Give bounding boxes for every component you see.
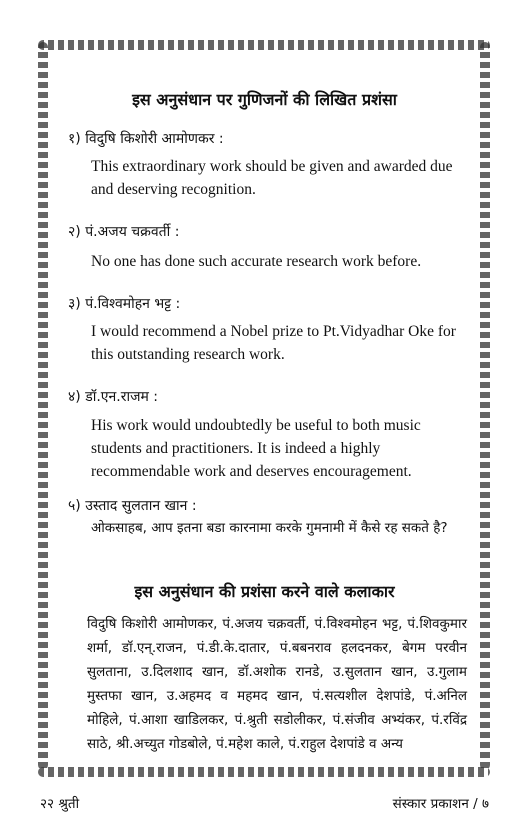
testimonial-4-head: [68, 387, 158, 406]
testimonial-3-name: पं.विश्वमोहन भट्ट :: [85, 296, 181, 312]
testimonial-2-head: [68, 222, 179, 241]
testimonial-3-text: I would recommend a Nobel prize to Pt.Vidyadhar Oke for this outstanding research work.: [91, 323, 456, 363]
footer-left: २२ श्रुती: [40, 796, 80, 812]
testimonial-2-name: पं.अजय चक्रवर्ती :: [85, 224, 180, 240]
heading-testimonials: इस अनुसंधान पर गुणिजनों की लिखित प्रशंसा: [132, 90, 397, 109]
testimonial-2-text: No one has done such accurate research work before.: [91, 253, 422, 270]
testimonial-5-number: ५): [68, 498, 81, 514]
testimonial-4-name: डॉ.एन.राजम :: [85, 389, 159, 405]
testimonial-5-name: उस्ताद सुलतान खान :: [85, 498, 197, 514]
testimonial-4-text: His work would undoubtedly be useful to both music students and practitioners. It is indeed a highly recommendable work and deserves encouragement.: [91, 417, 421, 480]
artists-list: विदुषि किशोरी आमोणकर, पं.अजय चक्रवर्ती, पं.विश्वमोहन भट्ट, पं.शिवकुमार शर्मा, डॉ.एन्.राजन, पं.डी.के.दातार, पं.बबनराव हलदनकर, बेगम परवीन सुलताना, उ.दिलशाद खान, डॉ.अशोक रानडे, उ.सुलतान खान, उ.गुलाम मुस्तफा खान, उ.अहमद व महमद खान, पं.सत्यशील देशपांडे, पं.अनिल मोहिले, पं.आशा खाडिलकर, पं.श्रुती सडोलीकर, पं.संजीव अभ्यंकर, पं.रविंद्र साठे, श्री.अच्युत गोडबोले, पं.महेश काले, पं.राहुल देशपांडे व अन्य: [87, 616, 467, 752]
testimonial-5-text: ओकसाहब, आप इतना बडा कारनामा करके गुमनामी में कैसे रह सकते है?: [91, 520, 448, 536]
testimonial-1-number: १): [68, 131, 81, 147]
heading-artists: इस अनुसंधान की प्रशंसा करने वाले कलाकार: [134, 582, 395, 601]
testimonial-1-head: [68, 129, 224, 148]
testimonial-1-name: विदुषि किशोरी आमोणकर :: [85, 131, 224, 147]
testimonial-3-head: [68, 294, 180, 313]
testimonial-4-number: ४): [68, 389, 81, 405]
ornamental-border-top: [38, 40, 490, 50]
testimonial-5-head: [68, 496, 197, 515]
testimonial-1-text: This extraordinary work should be given and awarded due and deserving recognition.: [91, 158, 453, 198]
ornamental-border-right: [480, 42, 490, 770]
footer-right: संस्कार प्रकाशन / ७: [392, 796, 489, 812]
testimonial-3-number: ३): [68, 296, 81, 312]
testimonial-2-number: २): [68, 224, 81, 240]
ornamental-border-bottom: [38, 767, 490, 777]
ornamental-border-left: [38, 42, 48, 770]
